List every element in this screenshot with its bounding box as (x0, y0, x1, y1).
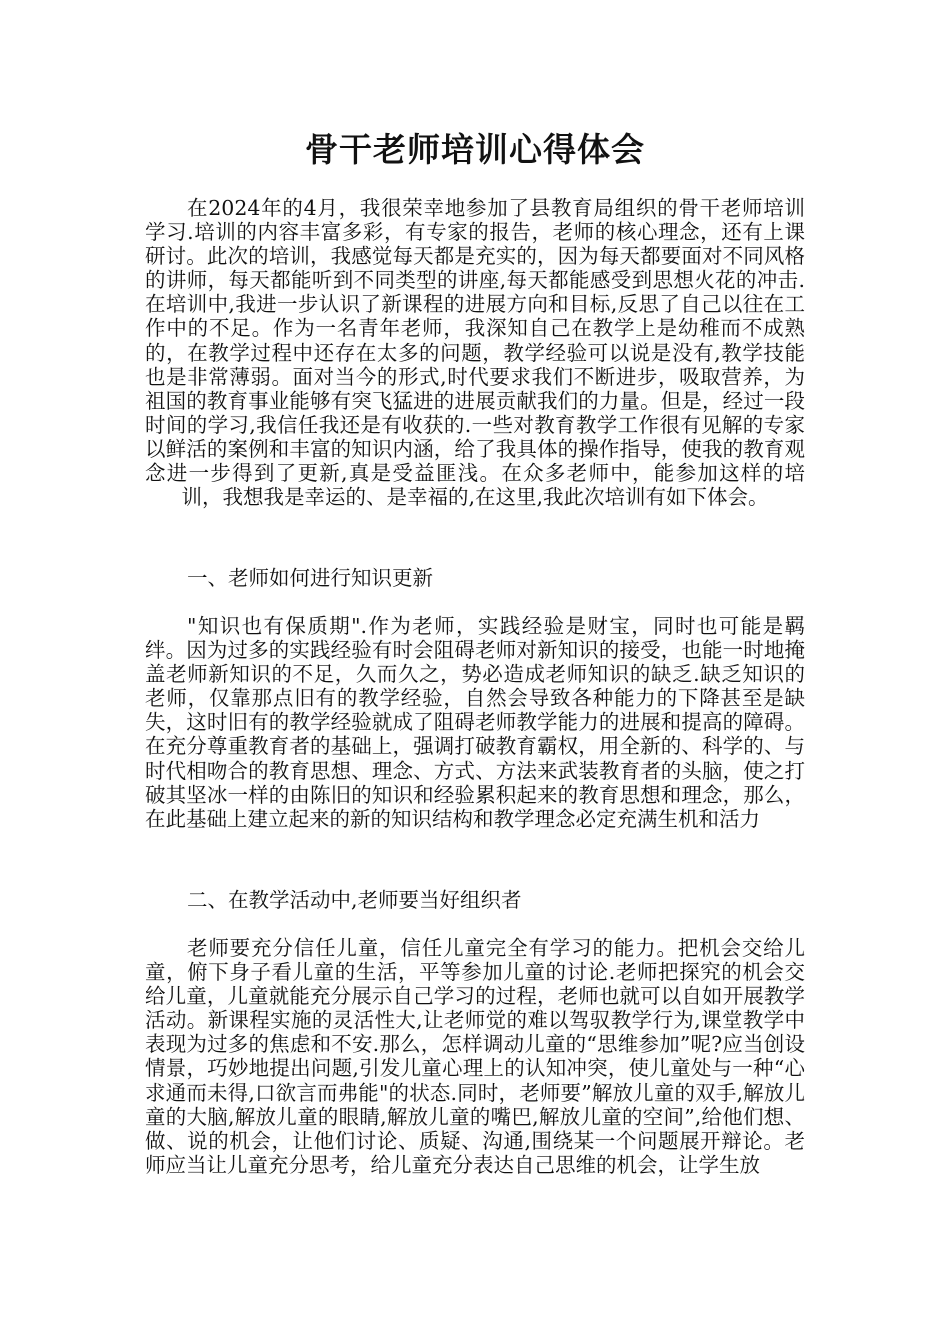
section-2-paragraph: 老师要充分信任儿童，信任儿童完全有学习的能力。把机会交给儿童，俯下身子看儿童的生活，平等参加儿童的讨论.老师把探究的机会交给儿童，儿童就能充分展示自己学习的过程，老师也就可以自如开展教学活动。新课程实施的灵活性大,让老师觉的难以驾驭教学行为,课堂教学中表现为过多的焦虑和不安.那么，怎样调动儿童的“思维参加”呢?应当创设情景，巧妙地提出问题,引发儿童心理上的认知冲突，使儿童处与一种“心求通而未得,口欲言而弗能"的状态.同时，老师要”解放儿童的双手,解放儿童的大脑,解放儿童的眼睛,解放儿童的嘴巴,解放儿童的空间”,给他们想、做、说的机会，让他们讨论、质疑、沟通,围绕某一个问题展开辩论。老师应当让儿童充分思考，给儿童充分表达自己思维的机会，让学生放 (145, 936, 805, 1177)
section-heading-2: 二、在教学活动中,老师要当好组织者 (187, 888, 522, 912)
section-1-paragraph: "知识也有保质期".作为老师，实践经验是财宝，同时也可能是羁绊。因为过多的实践经验有时会阻碍老师对新知识的接受，也能一时地掩盖老师新知识的不足，久而久之，势必造成老师知识的缺乏.缺乏知识的老师，仅靠那点旧有的教学经验，自然会导致各种能力的下降甚至是缺失，这时旧有的教学经验就成了阻碍老师教学能力的进展和提高的障碍。在充分尊重教育者的基础上，强调打破教育霸权，用全新的、科学的、与时代相吻合的教育思想、理念、方式、方法来武装教育者的头脑，使之打破其坚冰一样的由陈旧的知识和经验累积起来的教育思想和理念，那么，在此基础上建立起来的新的知识结构和教学理念必定充满生机和活力 (145, 614, 805, 831)
section-heading-1: 一、老师如何进行知识更新 (187, 566, 433, 590)
intro-paragraph: 在2024年的4月，我很荣幸地参加了县教育局组织的骨干老师培训学习.培训的内容丰富多彩，有专家的报告，老师的核心理念，还有上课研讨。此次的培训，我感觉每天都是充实的，因为每天都要面对不同风格的讲师，每天都能听到不同类型的讲座,每天都能感受到思想火花的冲击.在培训中,我进一步认识了新课程的进展方向和目标,反思了自己以往在工作中的不足。作为一名青年老师，我深知自己在教学上是幼稚而不成熟的，在教学过程中还存在太多的问题，教学经验可以说是没有,教学技能也是非常薄弱。面对当今的形式,时代要求我们不断进步，吸取营养，为祖国的教育事业能够有突飞猛进的进展贡献我们的力量。但是，经过一段时间的学习,我信任我还是有收获的.一些对教育教学工作很有见解的专家以鲜活的案例和丰富的知识内涵，给了我具体的操作指导，使我的教育观念进一步得到了更新,真是受益匪浅。在众多老师中，能参加这样的培训，我想我是幸运的、是幸福的,在这里,我此次培训有如下体会。 (145, 196, 805, 510)
document-title: 骨干老师培训心得体会 (305, 130, 645, 169)
